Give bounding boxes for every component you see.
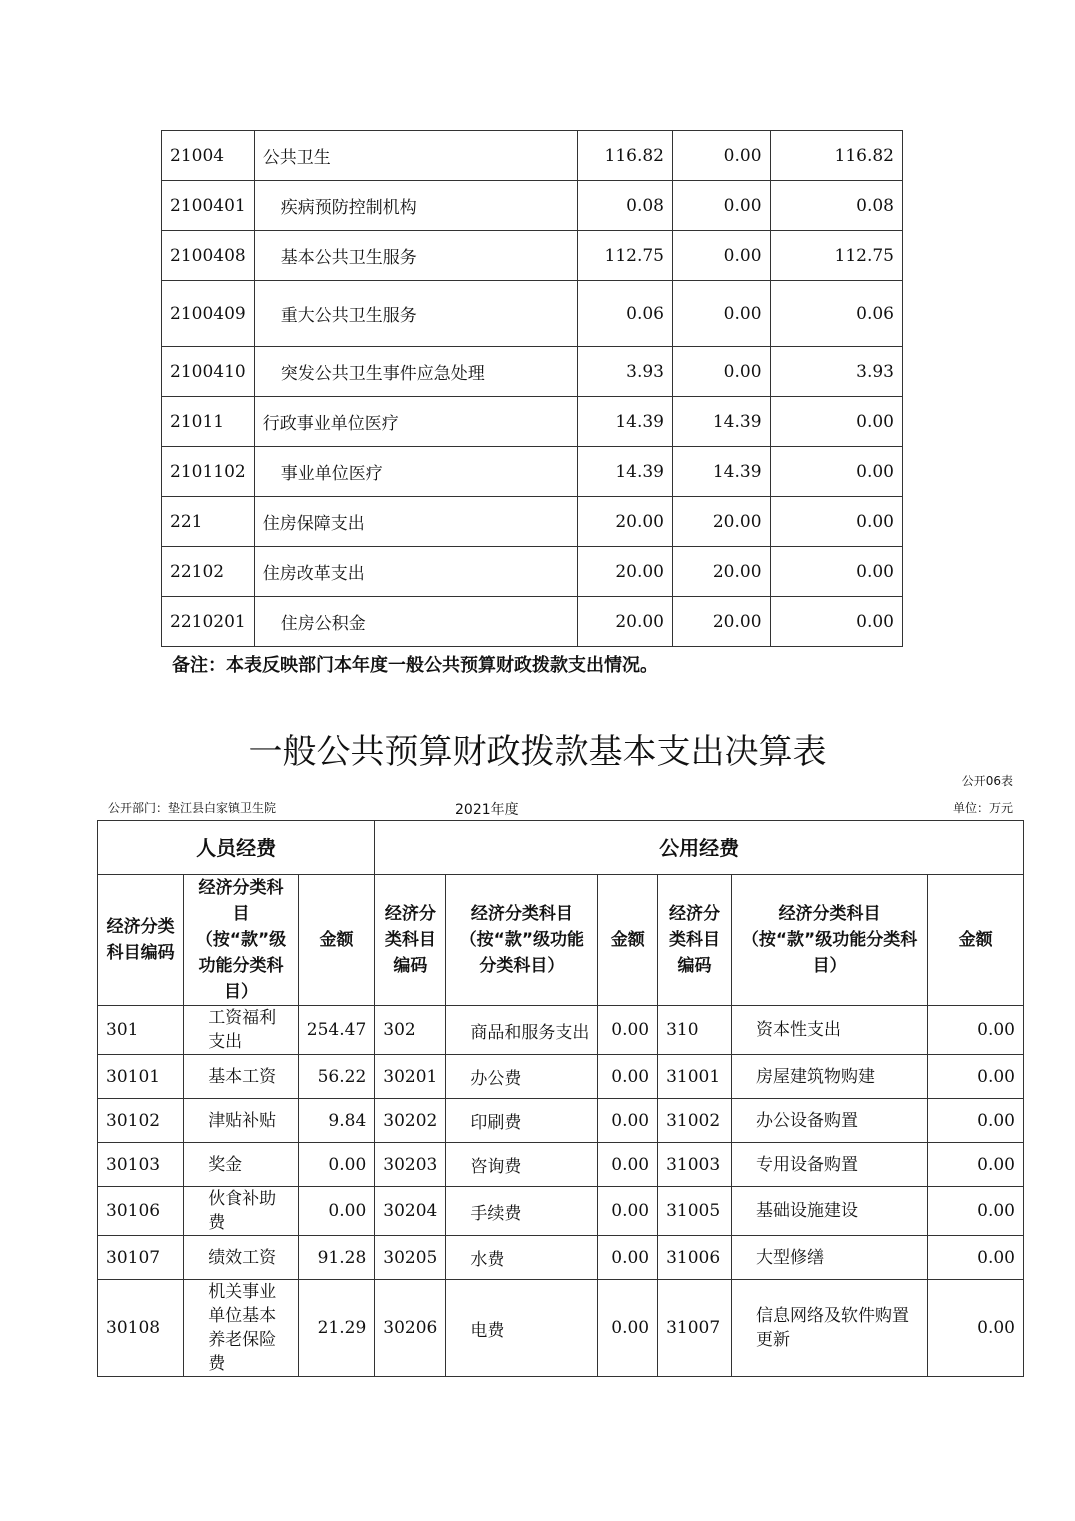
row-project: 0.06: [770, 281, 902, 347]
row-total: 14.39: [577, 397, 672, 447]
table-row: [162, 447, 903, 497]
row-code: 221: [162, 497, 255, 547]
personnel-name: 伙食补助费: [184, 1187, 299, 1236]
goods-name: 手续费: [446, 1187, 598, 1236]
goods-code: 30204: [375, 1187, 446, 1236]
table-row: [162, 497, 903, 547]
row-total: 0.06: [577, 281, 672, 347]
personnel-name: 机关事业单位基本养老保险费: [184, 1280, 299, 1377]
row-basic: 20.00: [673, 497, 771, 547]
personnel-code: 301: [98, 1006, 184, 1055]
fiscal-year: 2021年度: [455, 802, 519, 818]
personnel-amount: 56.22: [298, 1055, 374, 1099]
column-header-amount: 金额: [298, 875, 374, 1006]
column-header-amount: 金额: [928, 875, 1024, 1006]
table-row: [162, 597, 903, 647]
personnel-amount: 0.00: [298, 1187, 374, 1236]
table-row: [98, 1143, 1024, 1187]
row-total: 20.00: [577, 547, 672, 597]
row-total: 112.75: [577, 231, 672, 281]
table-row: [162, 281, 903, 347]
personnel-code: 30108: [98, 1280, 184, 1377]
capital-name: 基础设施建设: [731, 1187, 927, 1236]
row-code: 2100408: [162, 231, 255, 281]
capital-amount: 0.00: [928, 1187, 1024, 1236]
row-project: 0.00: [770, 497, 902, 547]
row-name: 住房公积金: [254, 597, 577, 647]
table-row: [98, 1187, 1024, 1236]
row-total: 20.00: [577, 497, 672, 547]
goods-amount: 0.00: [598, 1006, 658, 1055]
capital-amount: 0.00: [928, 1143, 1024, 1187]
goods-amount: 0.00: [598, 1236, 658, 1280]
column-header-name: 经济分类科目（按“款”级功能分类科目）: [184, 875, 299, 1006]
capital-name: 大型修缮: [731, 1236, 927, 1280]
table-row: [98, 1236, 1024, 1280]
capital-name: 专用设备购置: [731, 1143, 927, 1187]
capital-name: 资本性支出: [731, 1006, 927, 1055]
row-basic: 0.00: [673, 131, 771, 181]
row-project: 0.08: [770, 181, 902, 231]
goods-name: 水费: [446, 1236, 598, 1280]
row-project: 0.00: [770, 547, 902, 597]
goods-amount: 0.00: [598, 1187, 658, 1236]
table-row: [98, 1099, 1024, 1143]
group-header-personnel: 人员经费: [98, 821, 375, 875]
column-header-name: 经济分类科目（按“款”级功能分类科目）: [731, 875, 927, 1006]
row-name: 住房改革支出: [254, 547, 577, 597]
row-code: 2210201: [162, 597, 255, 647]
goods-amount: 0.00: [598, 1055, 658, 1099]
personnel-code: 30106: [98, 1187, 184, 1236]
goods-name: 印刷费: [446, 1099, 598, 1143]
capital-code: 31005: [658, 1187, 732, 1236]
goods-amount: 0.00: [598, 1099, 658, 1143]
table-row: [162, 181, 903, 231]
personnel-name: 奖金: [184, 1143, 299, 1187]
table-row: [162, 347, 903, 397]
column-header-code: 经济分类科目编码: [658, 875, 732, 1006]
personnel-amount: 21.29: [298, 1280, 374, 1377]
row-total: 3.93: [577, 347, 672, 397]
unit-label: 单位：万元: [952, 801, 1013, 815]
row-code: 2100409: [162, 281, 255, 347]
group-header-public: 公用经费: [375, 821, 1024, 875]
capital-code: 31006: [658, 1236, 732, 1280]
goods-code: 30203: [375, 1143, 446, 1187]
capital-amount: 0.00: [928, 1236, 1024, 1280]
row-code: 2101102: [162, 447, 255, 497]
row-name: 公共卫生: [254, 131, 577, 181]
row-project: 0.00: [770, 447, 902, 497]
table-row: [98, 1006, 1024, 1055]
row-basic: 20.00: [673, 547, 771, 597]
row-name: 基本公共卫生服务: [254, 231, 577, 281]
row-basic: 0.00: [673, 181, 771, 231]
row-total: 14.39: [577, 447, 672, 497]
row-code: 22102: [162, 547, 255, 597]
column-header-code: 经济分类科目编码: [98, 875, 184, 1006]
row-code: 2100401: [162, 181, 255, 231]
personnel-amount: 0.00: [298, 1143, 374, 1187]
row-name: 住房保障支出: [254, 497, 577, 547]
row-total: 20.00: [577, 597, 672, 647]
capital-code: 31003: [658, 1143, 732, 1187]
column-header-amount: 金额: [598, 875, 658, 1006]
general-budget-expenditure-table: [161, 130, 903, 647]
row-project: 3.93: [770, 347, 902, 397]
table-row: [162, 131, 903, 181]
goods-code: 302: [375, 1006, 446, 1055]
row-code: 21004: [162, 131, 255, 181]
basic-expenditure-table: [97, 820, 1024, 1377]
table-row: [162, 547, 903, 597]
capital-amount: 0.00: [928, 1099, 1024, 1143]
capital-name: 办公设备购置: [731, 1099, 927, 1143]
row-basic: 0.00: [673, 347, 771, 397]
personnel-name: 基本工资: [184, 1055, 299, 1099]
row-basic: 20.00: [673, 597, 771, 647]
personnel-name: 津贴补贴: [184, 1099, 299, 1143]
goods-code: 30205: [375, 1236, 446, 1280]
row-code: 21011: [162, 397, 255, 447]
row-project: 0.00: [770, 597, 902, 647]
goods-name: 商品和服务支出: [446, 1006, 598, 1055]
goods-amount: 0.00: [598, 1143, 658, 1187]
row-name: 突发公共卫生事件应急处理: [254, 347, 577, 397]
capital-amount: 0.00: [928, 1280, 1024, 1377]
personnel-code: 30107: [98, 1236, 184, 1280]
table-row: [162, 397, 903, 447]
table-number: 公开06表: [961, 774, 1013, 788]
row-code: 2100410: [162, 347, 255, 397]
row-total: 0.08: [577, 181, 672, 231]
goods-name: 办公费: [446, 1055, 598, 1099]
personnel-code: 30102: [98, 1099, 184, 1143]
row-basic: 14.39: [673, 447, 771, 497]
row-basic: 0.00: [673, 281, 771, 347]
column-header-name: 经济分类科目（按“款”级功能分类科目）: [446, 875, 598, 1006]
goods-name: 咨询费: [446, 1143, 598, 1187]
personnel-name: 绩效工资: [184, 1236, 299, 1280]
capital-name: 信息网络及软件购置更新: [731, 1280, 927, 1377]
goods-name: 电费: [446, 1280, 598, 1377]
table-title: 一般公共预算财政拨款基本支出决算表: [248, 732, 827, 772]
table-row: [98, 1055, 1024, 1099]
row-basic: 14.39: [673, 397, 771, 447]
personnel-name: 工资福利支出: [184, 1006, 299, 1055]
row-name: 行政事业单位医疗: [254, 397, 577, 447]
personnel-code: 30101: [98, 1055, 184, 1099]
personnel-amount: 254.47: [298, 1006, 374, 1055]
personnel-amount: 9.84: [298, 1099, 374, 1143]
personnel-amount: 91.28: [298, 1236, 374, 1280]
column-header-code: 经济分类科目编码: [375, 875, 446, 1006]
personnel-code: 30103: [98, 1143, 184, 1187]
goods-code: 30202: [375, 1099, 446, 1143]
goods-amount: 0.00: [598, 1280, 658, 1377]
row-basic: 0.00: [673, 231, 771, 281]
row-project: 116.82: [770, 131, 902, 181]
row-project: 0.00: [770, 397, 902, 447]
row-name: 事业单位医疗: [254, 447, 577, 497]
row-name: 重大公共卫生服务: [254, 281, 577, 347]
row-total: 116.82: [577, 131, 672, 181]
capital-code: 31002: [658, 1099, 732, 1143]
capital-amount: 0.00: [928, 1006, 1024, 1055]
capital-code: 310: [658, 1006, 732, 1055]
row-name: 疾病预防控制机构: [254, 181, 577, 231]
row-project: 112.75: [770, 231, 902, 281]
capital-name: 房屋建筑物购建: [731, 1055, 927, 1099]
capital-code: 31007: [658, 1280, 732, 1377]
goods-code: 30206: [375, 1280, 446, 1377]
table-row: [98, 1280, 1024, 1377]
table-row: [162, 231, 903, 281]
capital-amount: 0.00: [928, 1055, 1024, 1099]
department-label: 公开部门：垫江县白家镇卫生院: [108, 801, 277, 815]
goods-code: 30201: [375, 1055, 446, 1099]
table-note: 备注：本表反映部门本年度一般公共预算财政拨款支出情况。: [172, 655, 658, 676]
capital-code: 31001: [658, 1055, 732, 1099]
